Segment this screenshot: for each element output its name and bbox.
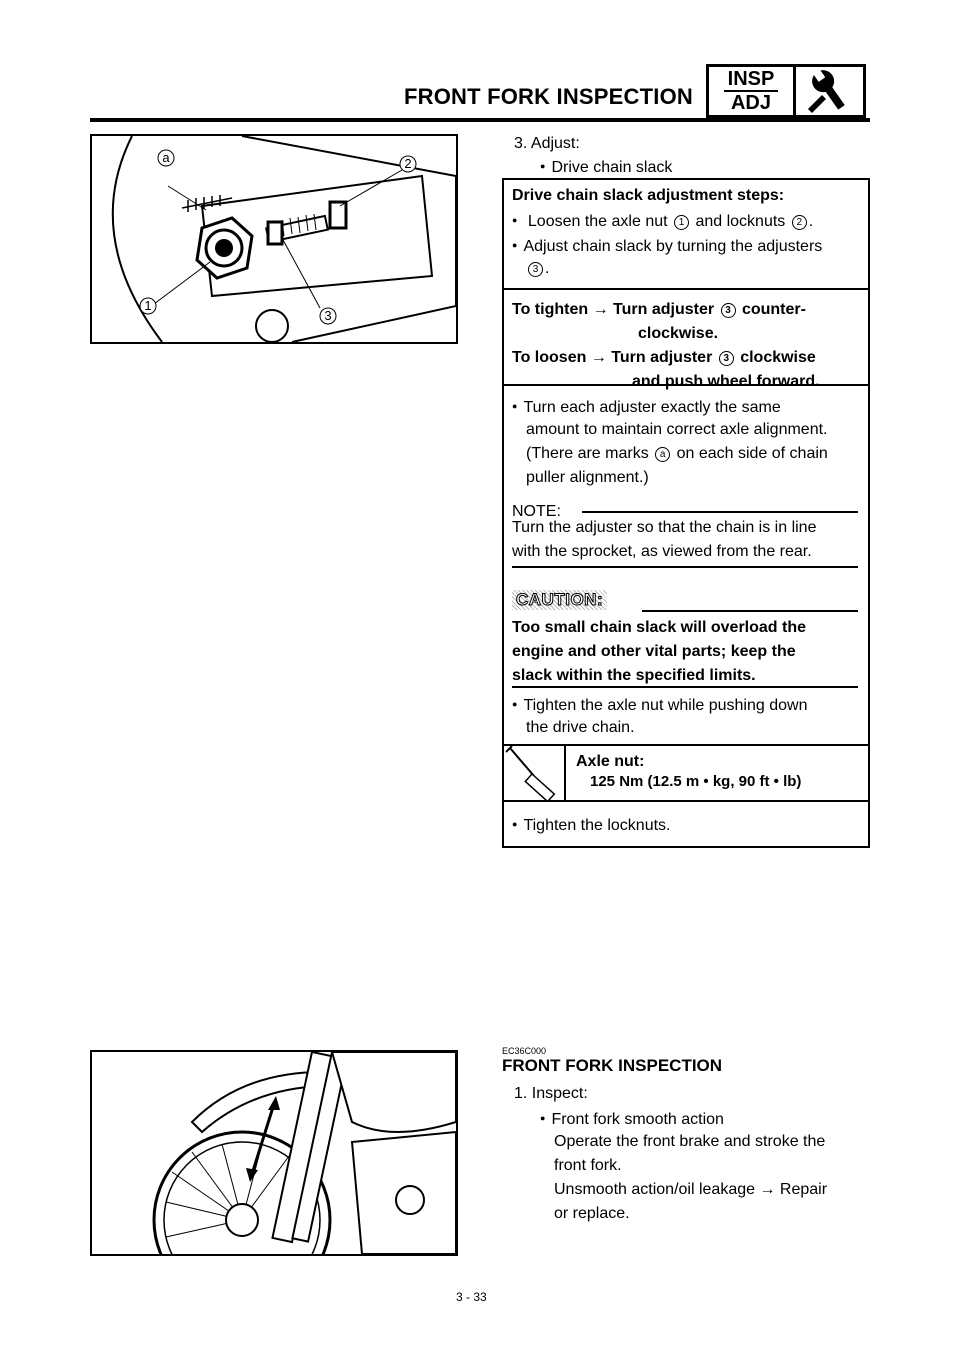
note-label: NOTE: [512,503,561,520]
procedure-bullet-2-cont: 3 . [526,257,549,281]
step-1-l3: Unsmooth action/oil leakage → Repair [554,1181,828,1198]
tighten-rule: To tighten → Turn adjuster 3 counter- [512,301,806,318]
caution-end-rule [512,686,858,688]
badge-insp: INSP [724,68,779,92]
section-badge [706,64,866,118]
tighten-rule-cont: clockwise. [638,325,719,342]
note-text-l2: with the sprocket, as viewed from the rear. [512,543,812,560]
procedure-bullet-2: ● Adjust chain slack by turning the adjusters [512,233,822,259]
procedure-title: Drive chain slack adjustment steps: [512,187,785,204]
torque-value: 125 Nm (12.5 m • kg, 90 ft • lb) [590,773,802,790]
section-title: FRONT FORK INSPECTION [502,1056,723,1075]
callout-1: 1 [144,298,152,313]
caution-text-l1: Too small chain slack will overload the [512,619,807,636]
caution-text-l2: engine and other vital parts; keep the [512,643,796,660]
step-3-heading: 3. Adjust: [514,135,580,152]
page-number: 3 - 33 [456,1290,487,1304]
step-1-l1: Operate the front brake and stroke the [554,1133,826,1150]
procedure-bullet-5: ● Tighten the locknuts. [512,812,670,838]
note-text-l1: Turn the adjuster so that the chain is in line [512,519,817,536]
badge-adj: ADJ [730,92,771,114]
torque-label: Axle nut: [576,753,645,770]
wrench-icon [796,67,863,115]
caution-label: CAUTION: [512,590,607,610]
note-end-rule [512,566,858,568]
step-1-item: ● Front fork smooth action [540,1106,724,1132]
callout-a: a [162,150,170,165]
caution-text-l3: slack within the specified limits. [512,667,756,684]
procedure-bullet-4: ● Tighten the axle nut while pushing down [512,692,807,718]
callout-2: 2 [404,156,412,171]
procedure-bullet-1: ● Loosen the axle nut 1 and locknuts 2 . [512,208,813,234]
procedure-bullet-3-l2: amount to maintain correct axle alignment. [526,421,828,438]
step-1-l4: or replace. [554,1205,630,1222]
procedure-bullet-4-l2: the drive chain. [526,719,635,736]
callout-3: 3 [324,308,332,323]
procedure-bullet-3-l3: (There are marks a on each side of chain [526,445,828,462]
axle-adjuster-illustration [90,134,458,344]
procedure-bullet-3: ● Turn each adjuster exactly the same [512,394,781,420]
note-rule [582,511,858,513]
divider [504,288,868,290]
divider [504,800,868,802]
procedure-bullet-3-l4: puller alignment.) [526,469,649,486]
header-rule [90,118,870,122]
page-title: FRONT FORK INSPECTION [404,84,693,109]
torque-wrench-icon [504,744,566,800]
caution-rule [642,610,858,612]
loosen-rule: To loosen → Turn adjuster 3 clockwise [512,349,816,366]
step-1-l2: front fork. [554,1157,622,1174]
procedure-box [502,178,870,848]
divider [504,384,868,386]
front-fork-illustration [90,1050,458,1256]
step-3-item: ● Drive chain slack [540,154,672,180]
step-1-heading: 1. Inspect: [514,1085,588,1102]
loosen-rule-cont: and push wheel forward. [632,373,820,390]
section-code: EC36C000 [502,1046,547,1056]
